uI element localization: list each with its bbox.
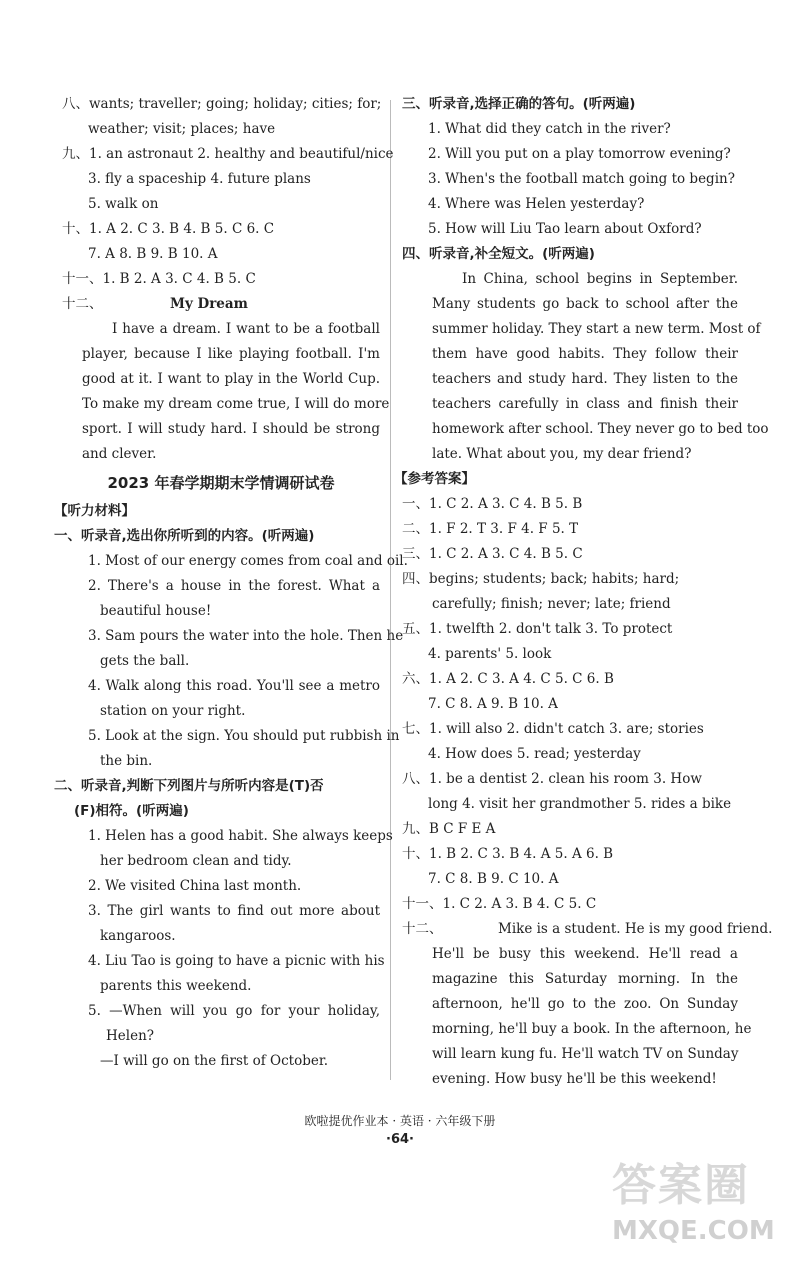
section-10-line-1: 十、1. A 2. C 3. B 4. B 5. C 6. C bbox=[62, 221, 275, 237]
answer-2: 二、1. F 2. T 3. F 4. F 5. T bbox=[402, 521, 579, 537]
part-1-item: beautiful house! bbox=[100, 603, 212, 619]
watermark bbox=[612, 1158, 787, 1258]
listening-header: 【听力材料】 bbox=[54, 503, 135, 519]
answer-7-line-2: 4. How does 5. read; yesterday bbox=[428, 746, 641, 762]
part-3-item: 4. Where was Helen yesterday? bbox=[428, 196, 645, 212]
essay-line: good at it. I want to play in the World Cup. bbox=[82, 371, 380, 387]
answer-8-line-1: 八、1. be a dentist 2. clean his room 3. How bbox=[402, 771, 702, 787]
section-8-line-1: 八、wants; traveller; going; holiday; cities; for; bbox=[62, 96, 382, 112]
section-10-line-2: 7. A 8. B 9. B 10. A bbox=[88, 246, 218, 262]
answer-12-line: morning, he'll buy a book. In the afternoon, he bbox=[432, 1021, 752, 1037]
answer-3: 三、1. C 2. A 3. C 4. B 5. C bbox=[402, 546, 583, 562]
column-divider bbox=[390, 100, 391, 1080]
part-2-item: 2. We visited China last month. bbox=[88, 878, 302, 894]
answer-10-line-2: 7. C 8. B 9. C 10. A bbox=[428, 871, 559, 887]
part-2-item: her bedroom clean and tidy. bbox=[100, 853, 292, 869]
answer-10-line-1: 十、1. B 2. C 3. B 4. A 5. A 6. B bbox=[402, 846, 614, 862]
part-1-item: 4. Walk along this road. You'll see a metro bbox=[88, 678, 380, 694]
part-1-item: gets the ball. bbox=[100, 653, 190, 669]
answer-1: 一、1. C 2. A 3. C 4. B 5. B bbox=[402, 496, 583, 512]
essay-line: player, because I like playing football. I'm bbox=[82, 346, 380, 362]
passage-line: Many students go back to school after the bbox=[432, 296, 738, 312]
part-2-item: 4. Liu Tao is going to have a picnic with his bbox=[88, 953, 385, 969]
essay-line: To make my dream come true, I will do more bbox=[82, 396, 390, 412]
passage-line: teachers and study hard. They listen to the bbox=[432, 371, 738, 387]
answer-12-line: afternoon, he'll go to the zoo. On Sunday bbox=[432, 996, 738, 1012]
answers-header: 【参考答案】 bbox=[394, 471, 475, 487]
part-1-header: 一、听录音,选出你所听到的内容。(听两遍) bbox=[54, 528, 315, 544]
section-9-line-1: 九、1. an astronaut 2. healthy and beautiful/nice bbox=[62, 146, 394, 162]
answer-12-text: Mike is a student. He is my good friend. bbox=[498, 921, 773, 937]
answer-12-line: He'll be busy this weekend. He'll read a bbox=[432, 946, 738, 962]
part-1-item: 5. Look at the sign. You should put rubbish in bbox=[88, 728, 400, 744]
section-9-line-2: 3. fly a spaceship 4. future plans bbox=[88, 171, 311, 187]
answer-12-line: will learn kung fu. He'll watch TV on Sunday bbox=[432, 1046, 739, 1062]
left-column bbox=[54, 92, 408, 1074]
section-12-heading bbox=[62, 292, 380, 317]
passage-line: late. What about you, my dear friend? bbox=[432, 446, 692, 462]
part-3-item: 5. How will Liu Tao learn about Oxford? bbox=[428, 221, 702, 237]
part-3-item: 1. What did they catch in the river? bbox=[428, 121, 671, 137]
essay-title: My Dream bbox=[170, 296, 248, 312]
answer-7-line-1: 七、1. will also 2. didn't catch 3. are; stories bbox=[402, 721, 704, 737]
answer-9: 九、B C F E A bbox=[402, 821, 496, 837]
part-3-header: 三、听录音,选择正确的答句。(听两遍) bbox=[402, 96, 636, 112]
section-11: 十一、1. B 2. A 3. C 4. B 5. C bbox=[62, 271, 256, 287]
essay-line: sport. I will study hard. I should be strong bbox=[82, 421, 380, 437]
part-2-item: 5. —When will you go for your holiday, bbox=[88, 1003, 380, 1019]
right-column bbox=[394, 92, 773, 1092]
section-8-line-2: weather; visit; places; have bbox=[88, 121, 276, 137]
part-2-header-2: (F)相符。(听两遍) bbox=[74, 803, 189, 819]
passage-line: homework after school. They never go to bed too bbox=[432, 421, 769, 437]
passage-line: summer holiday. They start a new term. Most of bbox=[432, 321, 761, 337]
answer-12-label: 十二、 bbox=[402, 921, 443, 937]
answer-12-line: evening. How busy he'll be this weekend! bbox=[432, 1071, 717, 1087]
answer-5-line-1: 五、1. twelfth 2. don't talk 3. To protect bbox=[402, 621, 673, 637]
part-2-item: 1. Helen has a good habit. She always keeps bbox=[88, 828, 393, 844]
part-1-item: the bin. bbox=[100, 753, 153, 769]
passage-line: them have good habits. They follow their bbox=[432, 346, 738, 362]
part-1-item: 3. Sam pours the water into the hole. Then he bbox=[88, 628, 404, 644]
part-1-item: station on your right. bbox=[100, 703, 246, 719]
part-2-item: —I will go on the first of October. bbox=[100, 1053, 329, 1069]
section-9-line-3: 5. walk on bbox=[88, 196, 159, 212]
essay-line: and clever. bbox=[82, 446, 157, 462]
answer-6-line-2: 7. C 8. A 9. B 10. A bbox=[428, 696, 558, 712]
watermark-url: MXQE.COM bbox=[612, 1216, 775, 1246]
page-number: ·64· bbox=[386, 1132, 414, 1147]
part-1-item: 1. Most of our energy comes from coal and oil. bbox=[88, 553, 408, 569]
part-2-item: kangaroos. bbox=[100, 928, 176, 944]
section-12-label: 十二、 bbox=[62, 296, 103, 312]
watermark-logo: 答案圈 bbox=[612, 1160, 750, 1211]
part-2-item: Helen? bbox=[106, 1028, 155, 1044]
passage-line: teachers carefully in class and finish their bbox=[432, 396, 738, 412]
part-2-item: 3. The girl wants to find out more about bbox=[88, 903, 380, 919]
part-1-item: 2. There's a house in the forest. What a bbox=[88, 578, 380, 594]
part-3-item: 2. Will you put on a play tomorrow evening? bbox=[428, 146, 731, 162]
essay-line: I have a dream. I want to be a football bbox=[112, 321, 380, 337]
part-4-header: 四、听录音,补全短文。(听两遍) bbox=[402, 246, 595, 262]
answer-4-line-2: carefully; finish; never; late; friend bbox=[432, 596, 671, 612]
answer-8-line-2: long 4. visit her grandmother 5. rides a bike bbox=[428, 796, 732, 812]
answer-6-line-1: 六、1. A 2. C 3. A 4. C 5. C 6. B bbox=[402, 671, 614, 687]
answer-4-line-1: 四、begins; students; back; habits; hard; bbox=[402, 571, 680, 587]
book-title-footer: 欧啦提优作业本 · 英语 · 六年级下册 bbox=[304, 1114, 496, 1128]
part-2-item: parents this weekend. bbox=[100, 978, 252, 994]
answer-5-line-2: 4. parents' 5. look bbox=[428, 646, 552, 662]
exam-title: 2023 年春学期期末学情调研试卷 bbox=[107, 474, 335, 492]
passage-line: In China, school begins in September. bbox=[462, 271, 738, 287]
answer-11: 十一、1. C 2. A 3. B 4. C 5. C bbox=[402, 896, 597, 912]
answer-12-line: magazine this Saturday morning. In the bbox=[432, 971, 738, 987]
part-2-header-1: 二、听录音,判断下列图片与所听内容是(T)否 bbox=[54, 778, 324, 794]
answer-12-line-1 bbox=[402, 917, 773, 942]
part-3-item: 3. When's the football match going to begin? bbox=[428, 171, 735, 187]
